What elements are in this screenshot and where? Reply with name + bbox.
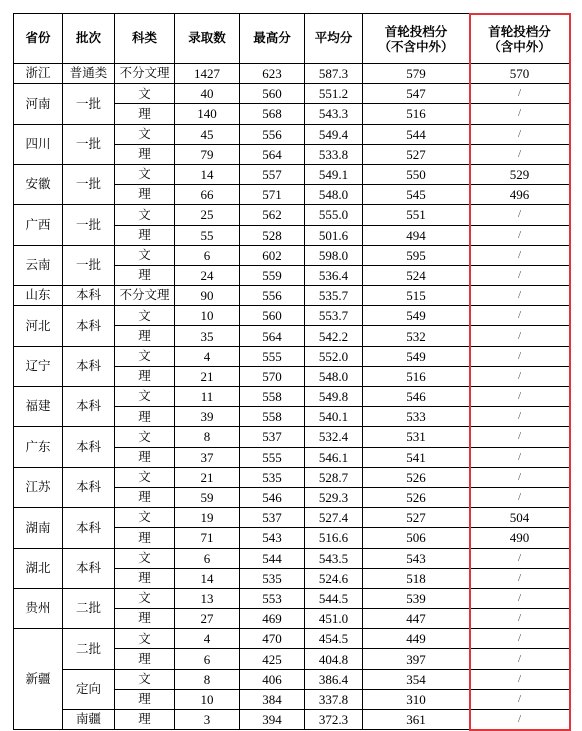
- cell-first-excl: 546: [363, 387, 470, 407]
- cell-subject: 文: [115, 245, 175, 265]
- cell-first-excl: 526: [363, 467, 470, 487]
- cell-province: 安徽: [14, 164, 63, 204]
- cell-admitted: 6: [175, 649, 240, 669]
- cell-avg: 372.3: [305, 710, 363, 730]
- cell-avg: 404.8: [305, 649, 363, 669]
- cell-first-incl: /: [470, 568, 570, 588]
- header-first-round-excl: [363, 14, 470, 64]
- cell-first-excl: 516: [363, 366, 470, 386]
- header-first-round-excl-line1: 首轮投档分: [363, 24, 469, 39]
- cell-admitted: 140: [175, 104, 240, 124]
- cell-max: 470: [240, 629, 305, 649]
- cell-max: 560: [240, 306, 305, 326]
- cell-admitted: 6: [175, 548, 240, 568]
- cell-province: 新疆: [14, 629, 63, 730]
- cell-first-excl: 449: [363, 629, 470, 649]
- cell-first-excl: 541: [363, 447, 470, 467]
- cell-avg: 598.0: [305, 245, 363, 265]
- cell-batch: 本科: [63, 286, 115, 306]
- table-row: [14, 548, 570, 568]
- table-row: [14, 84, 570, 104]
- table-row: [14, 467, 570, 487]
- cell-first-incl: /: [470, 84, 570, 104]
- cell-admitted: 24: [175, 265, 240, 285]
- cell-first-excl: 518: [363, 568, 470, 588]
- cell-subject: 文: [115, 346, 175, 366]
- cell-first-excl: 550: [363, 164, 470, 184]
- cell-admitted: 14: [175, 568, 240, 588]
- admission-table-container: [13, 13, 569, 730]
- cell-first-excl: 524: [363, 265, 470, 285]
- cell-subject: 理: [115, 225, 175, 245]
- cell-subject: 文: [115, 629, 175, 649]
- cell-admitted: 55: [175, 225, 240, 245]
- cell-max: 537: [240, 508, 305, 528]
- cell-first-excl: 547: [363, 84, 470, 104]
- cell-admitted: 10: [175, 689, 240, 709]
- header-subject: 科类: [115, 14, 175, 64]
- cell-batch: 一批: [63, 84, 115, 124]
- cell-admitted: 11: [175, 387, 240, 407]
- cell-avg: 532.4: [305, 427, 363, 447]
- cell-first-incl: /: [470, 649, 570, 669]
- cell-max: 570: [240, 366, 305, 386]
- table-row: [14, 427, 570, 447]
- cell-first-excl: 549: [363, 346, 470, 366]
- cell-subject: 理: [115, 104, 175, 124]
- cell-batch: 本科: [63, 387, 115, 427]
- cell-subject: 文: [115, 84, 175, 104]
- cell-admitted: 45: [175, 124, 240, 144]
- header-batch: 批次: [63, 14, 115, 64]
- cell-batch: 本科: [63, 346, 115, 386]
- cell-admitted: 3: [175, 710, 240, 730]
- cell-subject: 文: [115, 205, 175, 225]
- cell-first-excl: 595: [363, 245, 470, 265]
- cell-subject: 理: [115, 609, 175, 629]
- cell-max: 558: [240, 387, 305, 407]
- header-province: 省份: [14, 14, 63, 64]
- cell-batch: 本科: [63, 508, 115, 548]
- cell-first-incl: /: [470, 326, 570, 346]
- cell-admitted: 13: [175, 588, 240, 608]
- cell-avg: 536.4: [305, 265, 363, 285]
- table-row: [14, 205, 570, 225]
- cell-max: 555: [240, 447, 305, 467]
- cell-first-incl: /: [470, 144, 570, 164]
- cell-batch: 一批: [63, 164, 115, 204]
- table-row: [14, 124, 570, 144]
- cell-subject: 理: [115, 487, 175, 507]
- cell-first-excl: 533: [363, 407, 470, 427]
- cell-subject: 不分文理: [115, 64, 175, 84]
- cell-max: 537: [240, 427, 305, 447]
- cell-avg: 551.2: [305, 84, 363, 104]
- cell-avg: 549.4: [305, 124, 363, 144]
- header-first-round-incl: [470, 14, 570, 64]
- cell-max: 568: [240, 104, 305, 124]
- cell-avg: 552.0: [305, 346, 363, 366]
- cell-avg: 524.6: [305, 568, 363, 588]
- cell-subject: 理: [115, 528, 175, 548]
- cell-admitted: 19: [175, 508, 240, 528]
- cell-max: 535: [240, 568, 305, 588]
- cell-first-incl: /: [470, 427, 570, 447]
- cell-avg: 529.3: [305, 487, 363, 507]
- table-row: [14, 629, 570, 649]
- cell-subject: 不分文理: [115, 286, 175, 306]
- cell-province: 湖南: [14, 508, 63, 548]
- cell-subject: 文: [115, 387, 175, 407]
- cell-subject: 文: [115, 467, 175, 487]
- cell-avg: 535.7: [305, 286, 363, 306]
- cell-max: 425: [240, 649, 305, 669]
- cell-batch: 本科: [63, 467, 115, 507]
- cell-admitted: 39: [175, 407, 240, 427]
- cell-max: 535: [240, 467, 305, 487]
- cell-max: 558: [240, 407, 305, 427]
- cell-first-excl: 532: [363, 326, 470, 346]
- cell-avg: 543.3: [305, 104, 363, 124]
- cell-avg: 528.7: [305, 467, 363, 487]
- cell-avg: 555.0: [305, 205, 363, 225]
- cell-max: 528: [240, 225, 305, 245]
- cell-subject: 理: [115, 710, 175, 730]
- cell-admitted: 21: [175, 366, 240, 386]
- cell-first-excl: 531: [363, 427, 470, 447]
- cell-max: 406: [240, 669, 305, 689]
- cell-province: 江苏: [14, 467, 63, 507]
- cell-avg: 553.7: [305, 306, 363, 326]
- cell-admitted: 8: [175, 427, 240, 447]
- cell-first-incl: /: [470, 447, 570, 467]
- table-row: [14, 508, 570, 528]
- cell-admitted: 79: [175, 144, 240, 164]
- cell-subject: 理: [115, 447, 175, 467]
- table-row: [14, 245, 570, 265]
- table-row: [14, 346, 570, 366]
- cell-subject: 理: [115, 407, 175, 427]
- cell-province: 浙江: [14, 64, 63, 84]
- cell-batch: 南疆: [63, 710, 115, 730]
- table-row: [14, 64, 570, 84]
- table-row: [14, 306, 570, 326]
- cell-subject: 文: [115, 669, 175, 689]
- cell-admitted: 1427: [175, 64, 240, 84]
- cell-batch: 一批: [63, 245, 115, 285]
- header-max-score: 最高分: [240, 14, 305, 64]
- cell-avg: 337.8: [305, 689, 363, 709]
- cell-province: 河南: [14, 84, 63, 124]
- cell-first-excl: 526: [363, 487, 470, 507]
- cell-max: 562: [240, 205, 305, 225]
- cell-province: 贵州: [14, 588, 63, 628]
- cell-admitted: 6: [175, 245, 240, 265]
- table-row: [14, 164, 570, 184]
- cell-first-excl: 545: [363, 185, 470, 205]
- cell-subject: 文: [115, 588, 175, 608]
- cell-subject: 理: [115, 265, 175, 285]
- cell-admitted: 10: [175, 306, 240, 326]
- cell-first-excl: 579: [363, 64, 470, 84]
- table-body: [14, 64, 570, 730]
- table-row: [14, 669, 570, 689]
- cell-first-excl: 527: [363, 144, 470, 164]
- cell-first-excl: 494: [363, 225, 470, 245]
- cell-avg: 548.0: [305, 366, 363, 386]
- cell-first-excl: 354: [363, 669, 470, 689]
- header-first-round-incl-line2: （含中外）: [470, 39, 569, 54]
- cell-admitted: 37: [175, 447, 240, 467]
- cell-first-excl: 516: [363, 104, 470, 124]
- cell-max: 602: [240, 245, 305, 265]
- cell-admitted: 59: [175, 487, 240, 507]
- cell-first-incl: 490: [470, 528, 570, 548]
- cell-max: 469: [240, 609, 305, 629]
- cell-batch: 普通类: [63, 64, 115, 84]
- cell-first-excl: 447: [363, 609, 470, 629]
- cell-province: 云南: [14, 245, 63, 285]
- cell-first-incl: /: [470, 689, 570, 709]
- cell-first-incl: /: [470, 548, 570, 568]
- cell-avg: 587.3: [305, 64, 363, 84]
- cell-first-excl: 549: [363, 306, 470, 326]
- cell-avg: 548.0: [305, 185, 363, 205]
- cell-first-incl: /: [470, 205, 570, 225]
- cell-province: 四川: [14, 124, 63, 164]
- table-row: [14, 286, 570, 306]
- cell-batch: 定向: [63, 669, 115, 709]
- cell-first-incl: /: [470, 710, 570, 730]
- cell-max: 555: [240, 346, 305, 366]
- cell-batch: 二批: [63, 588, 115, 628]
- cell-max: 543: [240, 528, 305, 548]
- cell-max: 560: [240, 84, 305, 104]
- cell-first-incl: /: [470, 104, 570, 124]
- cell-max: 553: [240, 588, 305, 608]
- cell-max: 544: [240, 548, 305, 568]
- cell-avg: 516.6: [305, 528, 363, 548]
- cell-subject: 理: [115, 144, 175, 164]
- header-row: [14, 14, 570, 64]
- cell-max: 384: [240, 689, 305, 709]
- cell-province: 湖北: [14, 548, 63, 588]
- cell-first-incl: 570: [470, 64, 570, 84]
- cell-avg: 544.5: [305, 588, 363, 608]
- header-avg-score: 平均分: [305, 14, 363, 64]
- cell-admitted: 27: [175, 609, 240, 629]
- cell-admitted: 4: [175, 346, 240, 366]
- cell-first-incl: /: [470, 407, 570, 427]
- cell-subject: 理: [115, 689, 175, 709]
- cell-max: 556: [240, 124, 305, 144]
- cell-admitted: 8: [175, 669, 240, 689]
- cell-subject: 文: [115, 508, 175, 528]
- cell-admitted: 14: [175, 164, 240, 184]
- cell-max: 557: [240, 164, 305, 184]
- cell-subject: 文: [115, 427, 175, 447]
- cell-subject: 理: [115, 649, 175, 669]
- cell-admitted: 66: [175, 185, 240, 205]
- cell-subject: 理: [115, 326, 175, 346]
- cell-admitted: 90: [175, 286, 240, 306]
- cell-first-incl: /: [470, 245, 570, 265]
- cell-batch: 一批: [63, 205, 115, 245]
- cell-province: 山东: [14, 286, 63, 306]
- cell-avg: 546.1: [305, 447, 363, 467]
- admission-scores-table: [13, 13, 570, 730]
- cell-first-excl: 551: [363, 205, 470, 225]
- cell-first-excl: 527: [363, 508, 470, 528]
- header-first-round-incl-line1: 首轮投档分: [470, 24, 569, 39]
- cell-batch: 二批: [63, 629, 115, 669]
- cell-avg: 454.5: [305, 629, 363, 649]
- cell-max: 623: [240, 64, 305, 84]
- cell-avg: 386.4: [305, 669, 363, 689]
- cell-batch: 本科: [63, 306, 115, 346]
- cell-first-excl: 544: [363, 124, 470, 144]
- table-row: [14, 710, 570, 730]
- cell-province: 福建: [14, 387, 63, 427]
- cell-avg: 543.5: [305, 548, 363, 568]
- cell-max: 564: [240, 144, 305, 164]
- cell-avg: 533.8: [305, 144, 363, 164]
- cell-avg: 527.4: [305, 508, 363, 528]
- cell-first-incl: /: [470, 467, 570, 487]
- cell-first-excl: 361: [363, 710, 470, 730]
- cell-batch: 本科: [63, 548, 115, 588]
- header-admitted: 录取数: [175, 14, 240, 64]
- cell-max: 564: [240, 326, 305, 346]
- cell-first-excl: 539: [363, 588, 470, 608]
- cell-subject: 文: [115, 164, 175, 184]
- cell-max: 559: [240, 265, 305, 285]
- cell-avg: 501.6: [305, 225, 363, 245]
- table-row: [14, 387, 570, 407]
- cell-batch: 本科: [63, 427, 115, 467]
- cell-avg: 451.0: [305, 609, 363, 629]
- cell-admitted: 21: [175, 467, 240, 487]
- cell-subject: 文: [115, 124, 175, 144]
- cell-first-incl: /: [470, 346, 570, 366]
- cell-avg: 549.1: [305, 164, 363, 184]
- cell-subject: 文: [115, 548, 175, 568]
- cell-admitted: 25: [175, 205, 240, 225]
- cell-admitted: 40: [175, 84, 240, 104]
- cell-admitted: 4: [175, 629, 240, 649]
- table-row: [14, 588, 570, 608]
- cell-first-incl: /: [470, 265, 570, 285]
- cell-province: 辽宁: [14, 346, 63, 386]
- cell-first-incl: /: [470, 669, 570, 689]
- cell-max: 571: [240, 185, 305, 205]
- cell-subject: 理: [115, 185, 175, 205]
- cell-first-excl: 397: [363, 649, 470, 669]
- cell-first-excl: 543: [363, 548, 470, 568]
- cell-first-incl: /: [470, 588, 570, 608]
- cell-province: 广东: [14, 427, 63, 467]
- cell-avg: 549.8: [305, 387, 363, 407]
- cell-first-excl: 515: [363, 286, 470, 306]
- cell-avg: 540.1: [305, 407, 363, 427]
- cell-max: 546: [240, 487, 305, 507]
- cell-first-incl: /: [470, 609, 570, 629]
- cell-admitted: 35: [175, 326, 240, 346]
- cell-first-incl: 496: [470, 185, 570, 205]
- cell-province: 河北: [14, 306, 63, 346]
- cell-first-incl: /: [470, 306, 570, 326]
- cell-max: 394: [240, 710, 305, 730]
- cell-first-incl: /: [470, 366, 570, 386]
- cell-first-incl: /: [470, 629, 570, 649]
- cell-province: 广西: [14, 205, 63, 245]
- cell-admitted: 71: [175, 528, 240, 548]
- cell-max: 556: [240, 286, 305, 306]
- cell-first-incl: /: [470, 487, 570, 507]
- cell-first-incl: 504: [470, 508, 570, 528]
- cell-first-excl: 506: [363, 528, 470, 548]
- header-first-round-excl-line2: （不含中外）: [363, 39, 469, 54]
- cell-avg: 542.2: [305, 326, 363, 346]
- cell-first-incl: /: [470, 124, 570, 144]
- cell-subject: 理: [115, 366, 175, 386]
- cell-subject: 文: [115, 306, 175, 326]
- cell-subject: 理: [115, 568, 175, 588]
- cell-first-incl: /: [470, 286, 570, 306]
- cell-first-incl: /: [470, 387, 570, 407]
- cell-first-excl: 310: [363, 689, 470, 709]
- cell-first-incl: /: [470, 225, 570, 245]
- cell-first-incl: 529: [470, 164, 570, 184]
- cell-batch: 一批: [63, 124, 115, 164]
